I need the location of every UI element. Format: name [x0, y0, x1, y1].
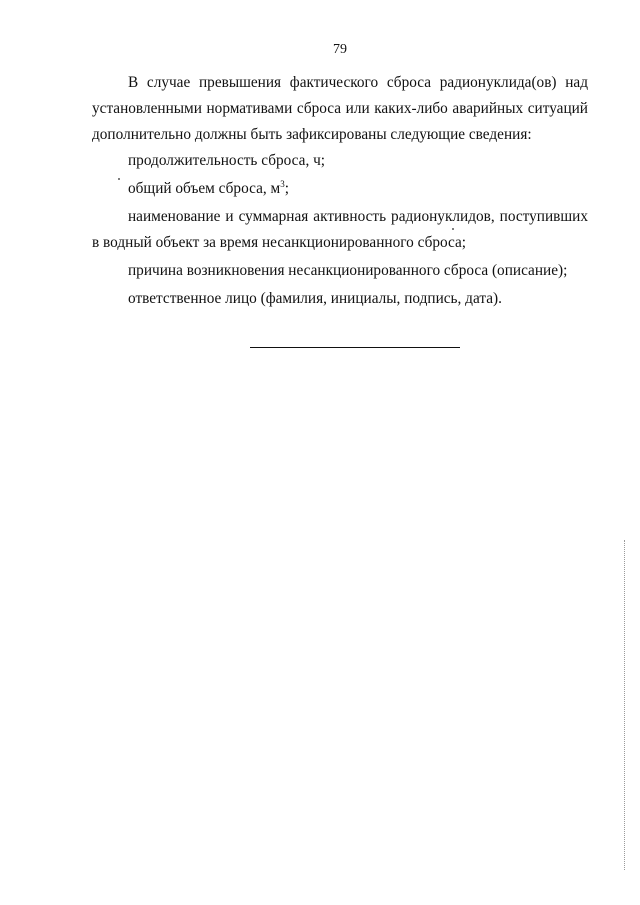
document-body	[92, 70, 588, 312]
scan-speck	[452, 228, 454, 230]
end-of-document-rule	[250, 347, 460, 348]
intro-paragraph: В случае превышения фактического сброса радионуклида(ов) над установленными нормативами сброса или каких-либо аварийных ситуаций дополнительно должны быть зафиксированы следующие сведения:	[92, 74, 588, 143]
list-item-responsible: ответственное лицо (фамилия, инициалы, подпись, дата).	[128, 290, 502, 307]
list-item-activity: наименование и суммарная активность радионуклидов, поступивших в водный объект за время несанкционированного сброса;	[92, 208, 588, 251]
scan-edge-artifact	[624, 540, 625, 870]
list-item-duration: продолжительность сброса, ч;	[128, 152, 326, 169]
list-item-volume	[92, 176, 588, 202]
list-item-volume-end: ;	[284, 180, 289, 197]
scan-speck	[118, 178, 120, 180]
page-number: 79	[333, 42, 347, 57]
volume-unit-superscript: 3	[280, 178, 285, 189]
list-item-cause: причина возникновения несанкционированного сброса (описание);	[128, 262, 568, 279]
list-item-volume-text: общий объем сброса, м	[128, 180, 281, 197]
